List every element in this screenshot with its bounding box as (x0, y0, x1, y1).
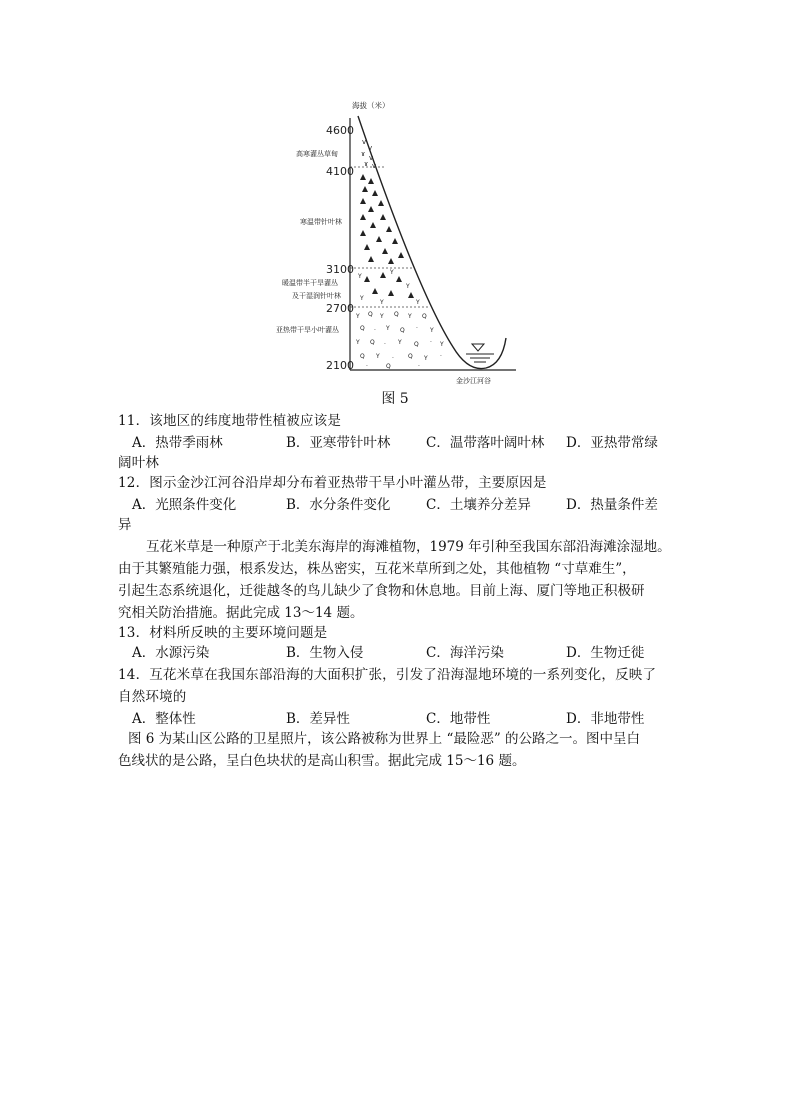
svg-text:·: · (392, 355, 394, 362)
svg-text:Q: Q (386, 363, 391, 370)
q12-option-b: B．水分条件变化 (286, 497, 391, 513)
tick-label-2100: 2100 (326, 359, 354, 372)
svg-text:ɤ: ɤ (361, 150, 366, 158)
zone-label-subtropical-shrub: 亚热带干旱小叶灌丛 (276, 326, 339, 334)
q11-option-a: A．热带季雨林 (132, 435, 223, 451)
svg-text:·: · (366, 363, 368, 370)
material-1-line-2: 由于其繁殖能力强，根系发达，株丛密实，互花米草所到之处，其他植物 “寸草难生”， (118, 561, 636, 577)
question-12-options (118, 494, 678, 516)
tick-label-4600: 4600 (326, 124, 354, 137)
tick-label-2700: 2700 (326, 302, 354, 315)
zone-label-alpine-meadow: 高寒灌丛草甸 (296, 150, 338, 158)
svg-text:v: v (372, 162, 377, 170)
material-1-line-4: 究相关防治措施。据此完成 13～14 题。 (118, 605, 364, 621)
valley-label: 金沙江河谷 (456, 377, 491, 385)
material-2-line-1: 图 6 为某山区公路的卫星照片，该公路被称为世界上 “最险恶” 的公路之一。图中呈白 (128, 731, 641, 747)
svg-text:·: · (416, 325, 418, 332)
meadow-symbols (361, 138, 376, 170)
svg-text:Y: Y (408, 313, 412, 320)
question-14-options (118, 708, 678, 730)
tick-label-3100: 3100 (326, 263, 354, 276)
q14-option-d: D．非地带性 (566, 711, 645, 727)
figure-5 (268, 92, 530, 410)
q11-option-b: B．亚寒带针叶林 (286, 435, 391, 451)
material-2-line-2: 色线状的是公路，呈白色块状的是高山积雪。据此完成 15～16 题。 (118, 753, 526, 769)
vertical-zonation-diagram (268, 92, 530, 410)
svg-text:Q: Q (368, 311, 373, 318)
svg-text:Q: Q (394, 311, 399, 318)
svg-text:Y: Y (424, 355, 428, 362)
mixed-zone-symbols (357, 269, 420, 306)
shrub-zone-symbols (355, 311, 444, 370)
svg-text:Y: Y (430, 327, 434, 334)
svg-text:Q: Q (414, 341, 419, 348)
q12-option-d-continued: 异 (118, 517, 132, 533)
question-11-options (118, 432, 678, 454)
tick-label-4100: 4100 (326, 165, 354, 178)
q11-option-c: C．温带落叶阔叶林 (426, 435, 545, 451)
svg-text:v: v (362, 138, 367, 146)
svg-text:·: · (418, 363, 420, 370)
question-13-stem: 13．材料所反映的主要环境问题是 (118, 625, 328, 641)
zone-label-mixed-coniferous: 及干湿润针叶林 (292, 292, 341, 300)
zone-label-semiarid-shrub: 暖温带半干旱灌丛 (282, 279, 338, 287)
svg-text:·: · (440, 353, 442, 360)
svg-text:Y: Y (398, 339, 402, 346)
svg-text:Q: Q (408, 353, 413, 360)
river-symbol (466, 344, 494, 362)
svg-text:·: · (374, 327, 376, 334)
svg-text:Y: Y (376, 353, 380, 360)
question-14-stem: 14．互花米草在我国东部沿海的大面积扩张，引发了沿海湿地环境的一系列变化，反映了 (118, 667, 657, 683)
svg-text:Y: Y (380, 313, 384, 320)
question-12-stem: 12．图示金沙江河谷沿岸却分布着亚热带干旱小叶灌丛带，主要原因是 (118, 475, 547, 491)
material-2 (118, 728, 686, 772)
svg-text:v: v (368, 144, 373, 152)
svg-text:ɤ: ɤ (364, 160, 369, 168)
svg-text:v: v (369, 154, 374, 162)
q13-option-d: D．生物迁徙 (566, 645, 645, 661)
zone-label-coniferous: 寒温带针叶林 (300, 218, 342, 226)
svg-text:Q: Q (422, 313, 427, 320)
svg-text:Q: Q (370, 339, 375, 346)
q14-option-a: A．整体性 (132, 711, 196, 727)
svg-text:Q: Q (360, 353, 365, 360)
q11-option-d-continued: 阔叶林 (118, 455, 160, 471)
q13-option-a: A．水源污染 (132, 645, 210, 661)
figure-caption: 图 5 (381, 391, 409, 407)
svg-text:Y: Y (386, 325, 390, 332)
svg-text:Y: Y (380, 299, 384, 306)
question-11-stem: 11．该地区的纬度地带性植被应该是 (118, 413, 342, 429)
svg-text:Y: Y (356, 313, 360, 320)
svg-text:Y: Y (360, 295, 364, 302)
conifer-symbols (360, 174, 404, 264)
q12-option-a: A．光照条件变化 (132, 497, 237, 513)
svg-text:Q: Q (400, 327, 405, 334)
q12-option-c: C．土壤养分差异 (426, 497, 531, 513)
svg-text:Y: Y (406, 283, 410, 290)
y-axis-title: 海拔（米） (352, 101, 390, 110)
svg-text:Y: Y (358, 273, 362, 280)
q14-option-c: C．地带性 (426, 711, 491, 727)
q13-option-c: C．海洋污染 (426, 645, 504, 661)
material-1-line-3: 引起生态系统退化，迁徙越冬的鸟儿缺少了食物和休息地。目前上海、厦门等地正积极研 (118, 583, 645, 599)
question-14-stem-continued: 自然环境的 (118, 689, 187, 705)
svg-text:·: · (430, 339, 432, 346)
material-1-line-1: 互花米草是一种原产于北美东海岸的海滩植物，1979 年引种至我国东部沿海滩涂湿地。 (146, 539, 671, 555)
svg-text:Q: Q (360, 325, 365, 332)
svg-text:Y: Y (440, 341, 444, 348)
q12-option-d: D．热量条件差 (566, 497, 658, 513)
q13-option-b: B．生物入侵 (286, 645, 364, 661)
material-1 (118, 536, 686, 624)
svg-text:·: · (384, 341, 386, 348)
q11-option-d: D．亚热带常绿 (566, 435, 658, 451)
question-13-options (118, 642, 678, 664)
q14-option-b: B．差异性 (286, 711, 350, 727)
svg-text:Y: Y (390, 269, 394, 276)
svg-text:Y: Y (356, 339, 360, 346)
svg-text:Y: Y (416, 299, 420, 306)
